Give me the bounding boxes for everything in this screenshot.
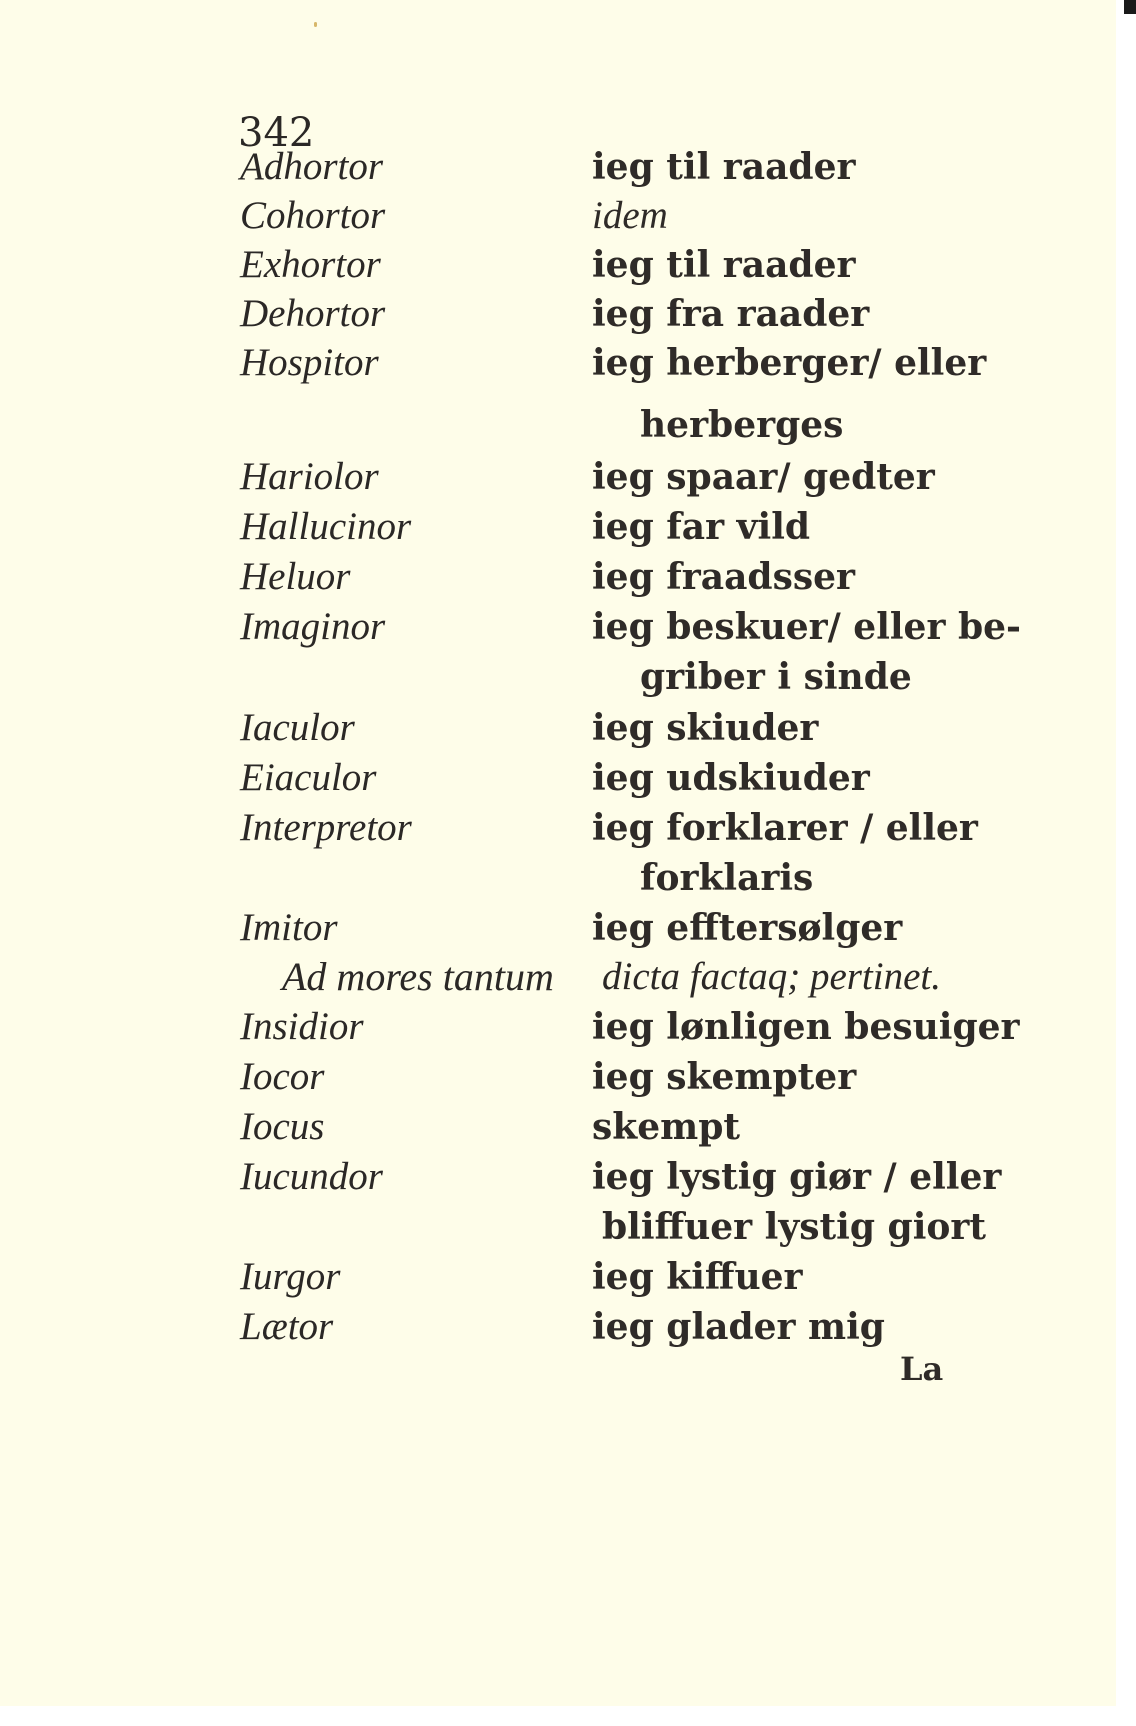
danish-translation-continuation: forklaris bbox=[640, 857, 814, 899]
entry-row bbox=[0, 289, 1116, 339]
entry-continuation-row bbox=[0, 400, 1116, 450]
latin-term: Iocus bbox=[240, 1105, 325, 1148]
entry-row bbox=[0, 1002, 1116, 1052]
entry-continuation-row bbox=[0, 853, 1116, 903]
entry-row bbox=[0, 1052, 1116, 1102]
catchword: La bbox=[900, 1350, 944, 1388]
entry-row bbox=[0, 191, 1116, 241]
latin-term: Hallucinor bbox=[240, 505, 412, 548]
entry-row bbox=[0, 1252, 1116, 1302]
danish-translation: ieg skempter bbox=[592, 1056, 857, 1098]
latin-term: Lætor bbox=[240, 1305, 334, 1348]
danish-translation: ieg fra raader bbox=[592, 293, 870, 335]
danish-translation: ieg glader mig bbox=[592, 1306, 885, 1348]
danish-translation: idem bbox=[592, 194, 668, 237]
entry-row bbox=[0, 903, 1116, 953]
entry-row bbox=[0, 502, 1116, 552]
scan-margin-bottom bbox=[0, 1706, 1136, 1726]
ink-speck bbox=[314, 22, 317, 27]
entry-row bbox=[0, 338, 1116, 388]
entry-row bbox=[0, 602, 1116, 652]
danish-translation-continuation: bliffuer lystig giort bbox=[602, 1206, 986, 1248]
danish-translation: ieg lystig giør / eller bbox=[592, 1156, 1002, 1198]
latin-term: Imaginor bbox=[240, 605, 386, 648]
latin-term: Hariolor bbox=[240, 455, 379, 498]
danish-translation: ieg til raader bbox=[592, 244, 856, 286]
latin-term: Interpretor bbox=[240, 806, 412, 849]
entry-row bbox=[0, 240, 1116, 290]
latin-term: Iucundor bbox=[240, 1155, 383, 1198]
danish-translation: ieg beskuer/ eller be- bbox=[592, 606, 1021, 648]
latin-term: Exhortor bbox=[240, 243, 381, 286]
page-number: 342 bbox=[238, 110, 315, 156]
latin-term: Eiaculor bbox=[240, 756, 377, 799]
danish-translation-continuation: griber i sinde bbox=[640, 656, 912, 698]
note-text-right: dicta factaq; pertinet. bbox=[602, 955, 942, 998]
danish-translation: ieg lønligen besuiger bbox=[592, 1006, 1020, 1048]
entry-row bbox=[0, 803, 1116, 853]
entry-row bbox=[0, 1152, 1116, 1202]
danish-translation: ieg udskiuder bbox=[592, 757, 870, 799]
latin-term: Adhortor bbox=[240, 145, 384, 188]
danish-translation: ieg til raader bbox=[592, 146, 856, 188]
entry-row bbox=[0, 142, 1116, 192]
latin-term: Insidior bbox=[240, 1005, 364, 1048]
entry-continuation-row bbox=[0, 652, 1116, 702]
latin-term: Iurgor bbox=[240, 1255, 341, 1298]
danish-translation: ieg fraadsser bbox=[592, 556, 855, 598]
note-text-left: Ad mores tantum bbox=[282, 954, 554, 999]
scan-dark-corner bbox=[1124, 0, 1136, 14]
danish-translation: ieg herberger/ eller bbox=[592, 342, 987, 384]
danish-translation: ieg spaar/ gedter bbox=[592, 456, 935, 498]
entry-row bbox=[0, 753, 1116, 803]
entry-row bbox=[0, 552, 1116, 602]
latin-term: Hospitor bbox=[240, 341, 379, 384]
scan-margin-right bbox=[1116, 0, 1136, 1726]
entry-continuation-row bbox=[0, 1202, 1116, 1252]
entry-row bbox=[0, 452, 1116, 502]
danish-translation: ieg forklarer / eller bbox=[592, 807, 978, 849]
danish-translation: ieg kiffuer bbox=[592, 1256, 803, 1298]
entry-row bbox=[0, 1302, 1116, 1352]
latin-term: Cohortor bbox=[240, 194, 386, 237]
danish-translation: ieg skiuder bbox=[592, 707, 819, 749]
latin-term: Imitor bbox=[240, 906, 338, 949]
latin-term: Iaculor bbox=[240, 706, 355, 749]
entry-row bbox=[0, 703, 1116, 753]
latin-term: Iocor bbox=[240, 1055, 325, 1098]
entry-row bbox=[0, 1102, 1116, 1152]
danish-translation-continuation: herberges bbox=[640, 404, 844, 446]
danish-translation: ieg efftersølger bbox=[592, 907, 903, 949]
danish-translation: skempt bbox=[592, 1106, 741, 1148]
danish-translation: ieg far vild bbox=[592, 506, 811, 548]
latin-term: Dehortor bbox=[240, 292, 386, 335]
latin-term: Heluor bbox=[240, 555, 351, 598]
note-row bbox=[0, 952, 1116, 1002]
